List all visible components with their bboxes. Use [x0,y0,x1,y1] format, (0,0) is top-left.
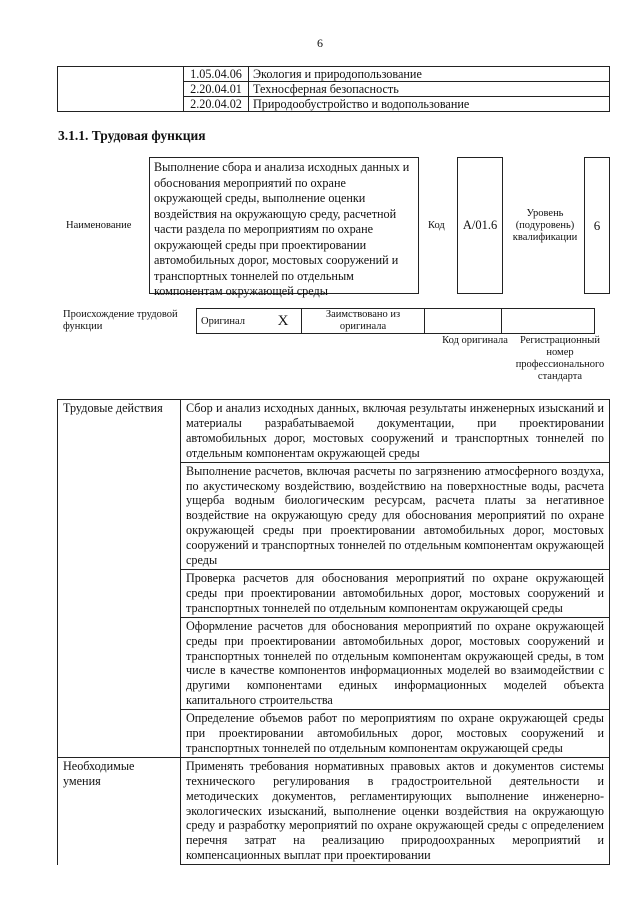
code-label: Код [428,220,445,231]
code-original-caption: Код оригинала [442,335,508,346]
original-code-cell [425,309,502,334]
labor-action-item: Определение объемов работ по мероприятиям по охране окружающей среды при проектировании автомобильных дорог, мостовых сооружений и транспортных тоннелей по отдельным компонентам окружающей среды [181,710,610,758]
table-row [58,757,610,864]
labor-action-item: Выполнение расчетов, включая расчеты по загрязнению атмосферного воздуха, по акустическому воздействию, воздействию на поверхностные воды, расчета ущерба водным биологическим ресурсам, расчета платы за негативное воздействие на окружающую среду для обоснования мероприятий по охране окружающей среды при проектировании автомобильных дорог, мостовых сооружений и транспортных тоннелей по отдельным компонентам окружающей среды [181,462,610,569]
row-head-continuation [58,710,181,758]
table-row [58,617,610,709]
registration-caption: Регистрационный номер профессионального стандарта [515,335,605,382]
name-cell: Экология и природопользование [249,67,610,82]
row-head-continuation [58,617,181,709]
table-row [58,400,610,463]
labor-action-item: Сбор и анализ исходных данных, включая результаты инженерных изысканий и материалы разрабатываемой документации, при проектировании автомобильных дорог, мостовых сооружений и транспортных тоннелей по отдельным компонентам окружающей среды [181,400,610,463]
name-cell: Природообустройство и водопользование [249,97,610,112]
blank-cell [58,67,184,112]
origin-label: Происхождение трудовой функции [63,309,178,332]
name-cell: Техносферная безопасность [249,82,610,97]
table-row [58,67,610,82]
code-cell: 2.20.04.02 [184,97,249,112]
table-row [58,462,610,569]
page-number: 6 [317,36,323,50]
name-label: Наименование [66,220,132,231]
row-head-continuation [58,462,181,569]
row-head-continuation [58,569,181,617]
function-name-box: Выполнение сбора и анализа исходных данных и обоснования мероприятий по охране окружающей среды, выполнение оценки воздействия на окружающую среду, расчетной части раздела по мероприятиям по охране окружающей среды при проектировании автомобильных дорог, мостовых сооружений и транспортных тоннелей по отдельным компонентам окружающей среды [149,157,419,294]
labor-action-item: Проверка расчетов для обоснования мероприятий по охране окружающей среды при проектировании автомобильных дорог, мостовых сооружений и транспортных тоннелей по отдельным компонентам окружающей среды [181,569,610,617]
function-code-value: A/01.6 [462,218,498,232]
table-row [58,569,610,617]
original-label: Оригинал [197,309,266,334]
level-box [584,157,610,294]
function-code-box [457,157,503,294]
skill-item: Применять требования нормативных правовых актов и документов системы технического регулирования в градостроительной деятельности и методических документов, регламентирующих выполнение инженерно-экологических изысканий, выполнение оценки воздействия на окружающую среду и разработку мероприятий по охране окружающей среды с определением перечня затрат на реализацию природоохранных мероприятий и компенсационных выплат при проектировании [181,757,610,864]
section-title: 3.1.1. Трудовая функция [58,128,206,143]
skills-label: Необходимые умения [58,757,181,864]
registration-number-cell [502,309,595,334]
labor-actions-label: Трудовые действия [58,400,181,463]
table-row [58,710,610,758]
codes-table [57,66,610,112]
level-label: Уровень (подуровень) квалификации [512,208,578,243]
code-cell: 1.05.04.06 [184,67,249,82]
level-value: 6 [593,217,601,233]
borrowed-label: Заимствовано из оригинала [302,309,425,334]
labor-action-item: Оформление расчетов для обоснования мероприятий по охране окружающей среды при проектировании автомобильных дорог, мостовых сооружений и транспортных тоннелей по отдельным компонентам окружающей среды, в том числе в качестве компонентов информационных моделей во взаимодействии с другими компонентами единых информационных моделей объекта капитального строительства [181,617,610,709]
code-cell: 2.20.04.01 [184,82,249,97]
labor-function-table [57,399,610,865]
table-row [197,309,595,334]
origin-table [196,308,595,334]
original-mark: X [265,309,302,334]
